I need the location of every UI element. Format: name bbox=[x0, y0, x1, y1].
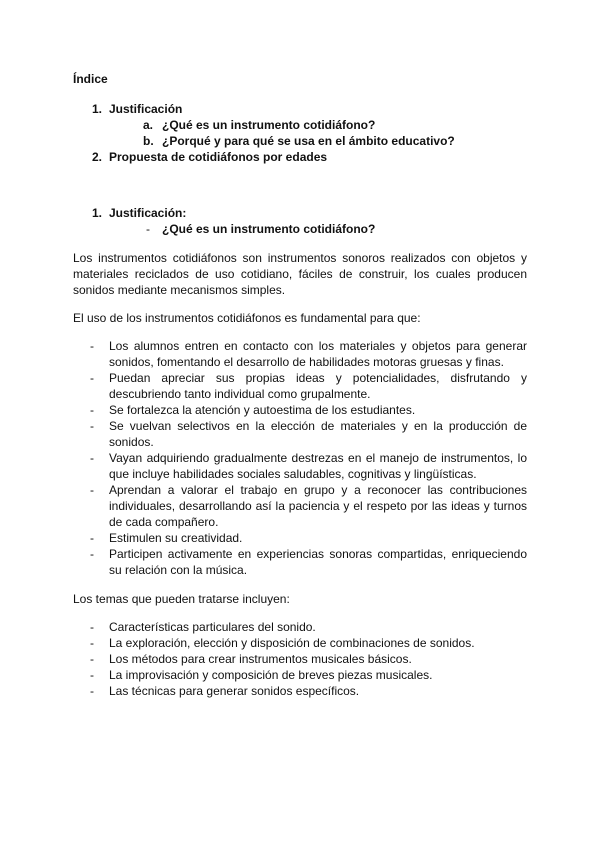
list-item: - Los métodos para crear instrumentos musicales básicos. bbox=[73, 651, 527, 667]
index-subitem bbox=[73, 117, 527, 133]
list-item: - La improvisación y composición de breves piezas musicales. bbox=[73, 667, 527, 683]
index-marker: a. bbox=[143, 118, 154, 132]
temas-list bbox=[73, 619, 527, 699]
index-marker: 2. bbox=[92, 150, 103, 164]
dash-marker: - bbox=[90, 636, 94, 650]
index-title: Índice bbox=[73, 72, 108, 86]
list-item: - Los alumnos entren en contacto con los materiales y objetos para generar sonidos, fomentando el desarrollo de habilidades motoras gruesas y finas. bbox=[73, 338, 527, 370]
section-subheading bbox=[73, 221, 527, 237]
dash-marker: - bbox=[146, 222, 150, 236]
dash-marker: - bbox=[90, 403, 94, 417]
dash-marker: - bbox=[90, 531, 94, 545]
index-subitem bbox=[73, 133, 527, 149]
list-item: - Se fortalezca la atención y autoestima de los estudiantes. bbox=[73, 402, 527, 418]
index-list bbox=[73, 101, 527, 165]
section-heading-text: Justificación: bbox=[109, 206, 187, 220]
index-label: Justificación bbox=[109, 102, 183, 116]
dash-marker: - bbox=[90, 668, 94, 682]
list-item: - Estimulen su creatividad. bbox=[73, 530, 527, 546]
temas-paragraph: Los temas que pueden tratarse incluyen: bbox=[73, 592, 290, 606]
index-item bbox=[73, 149, 527, 165]
list-item: - Las técnicas para generar sonidos específicos. bbox=[73, 683, 527, 699]
list-item: - Características particulares del sonido. bbox=[73, 619, 527, 635]
section-heading bbox=[73, 205, 527, 221]
index-marker: 1. bbox=[92, 102, 103, 116]
index-label: ¿Qué es un instrumento cotidiáfono? bbox=[162, 118, 376, 132]
section-subheading-text: ¿Qué es un instrumento cotidiáfono? bbox=[162, 222, 376, 236]
document-page bbox=[73, 71, 527, 699]
dash-marker: - bbox=[90, 451, 94, 465]
index-item bbox=[73, 101, 527, 117]
list-item: - La exploración, elección y disposición de combinaciones de sonidos. bbox=[73, 635, 527, 651]
index-label: Propuesta de cotidiáfonos por edades bbox=[109, 150, 328, 164]
list-item: - Puedan apreciar sus propias ideas y potencialidades, disfrutando y descubriendo tanto individual como grupalmente. bbox=[73, 370, 527, 402]
list-item: - Participen activamente en experiencias sonoras compartidas, enriqueciendo su relación con la música. bbox=[73, 546, 527, 578]
index-label: ¿Porqué y para qué se usa en el ámbito educativo? bbox=[162, 134, 455, 148]
uso-list bbox=[73, 338, 527, 578]
dash-marker: - bbox=[90, 483, 94, 497]
index-marker: b. bbox=[143, 134, 154, 148]
list-item: - Aprendan a valorar el trabajo en grupo y a reconocer las contribuciones individuales, desarrollando así la paciencia y el respeto por las ideas y turnos de cada compañero. bbox=[73, 482, 527, 530]
dash-marker: - bbox=[90, 620, 94, 634]
intro-paragraph: Los instrumentos cotidiáfonos son instrumentos sonoros realizados con objetos y materiales reciclados de uso cotidiano, fáciles de construir, los cuales producen sonidos mediante mecanismos simples. bbox=[73, 251, 527, 297]
dash-marker: - bbox=[90, 339, 94, 353]
dash-marker: - bbox=[90, 652, 94, 666]
dash-marker: - bbox=[90, 684, 94, 698]
uso-paragraph: El uso de los instrumentos cotidiáfonos es fundamental para que: bbox=[73, 311, 421, 325]
section-marker: 1. bbox=[92, 206, 103, 220]
list-item: - Se vuelvan selectivos en la elección de materiales y en la producción de sonidos. bbox=[73, 418, 527, 450]
dash-marker: - bbox=[90, 547, 94, 561]
dash-marker: - bbox=[90, 419, 94, 433]
list-item: - Vayan adquiriendo gradualmente destrezas en el manejo de instrumentos, lo que incluye habilidades sociales saludables, cognitivas y lingüísticas. bbox=[73, 450, 527, 482]
dash-marker: - bbox=[90, 371, 94, 385]
